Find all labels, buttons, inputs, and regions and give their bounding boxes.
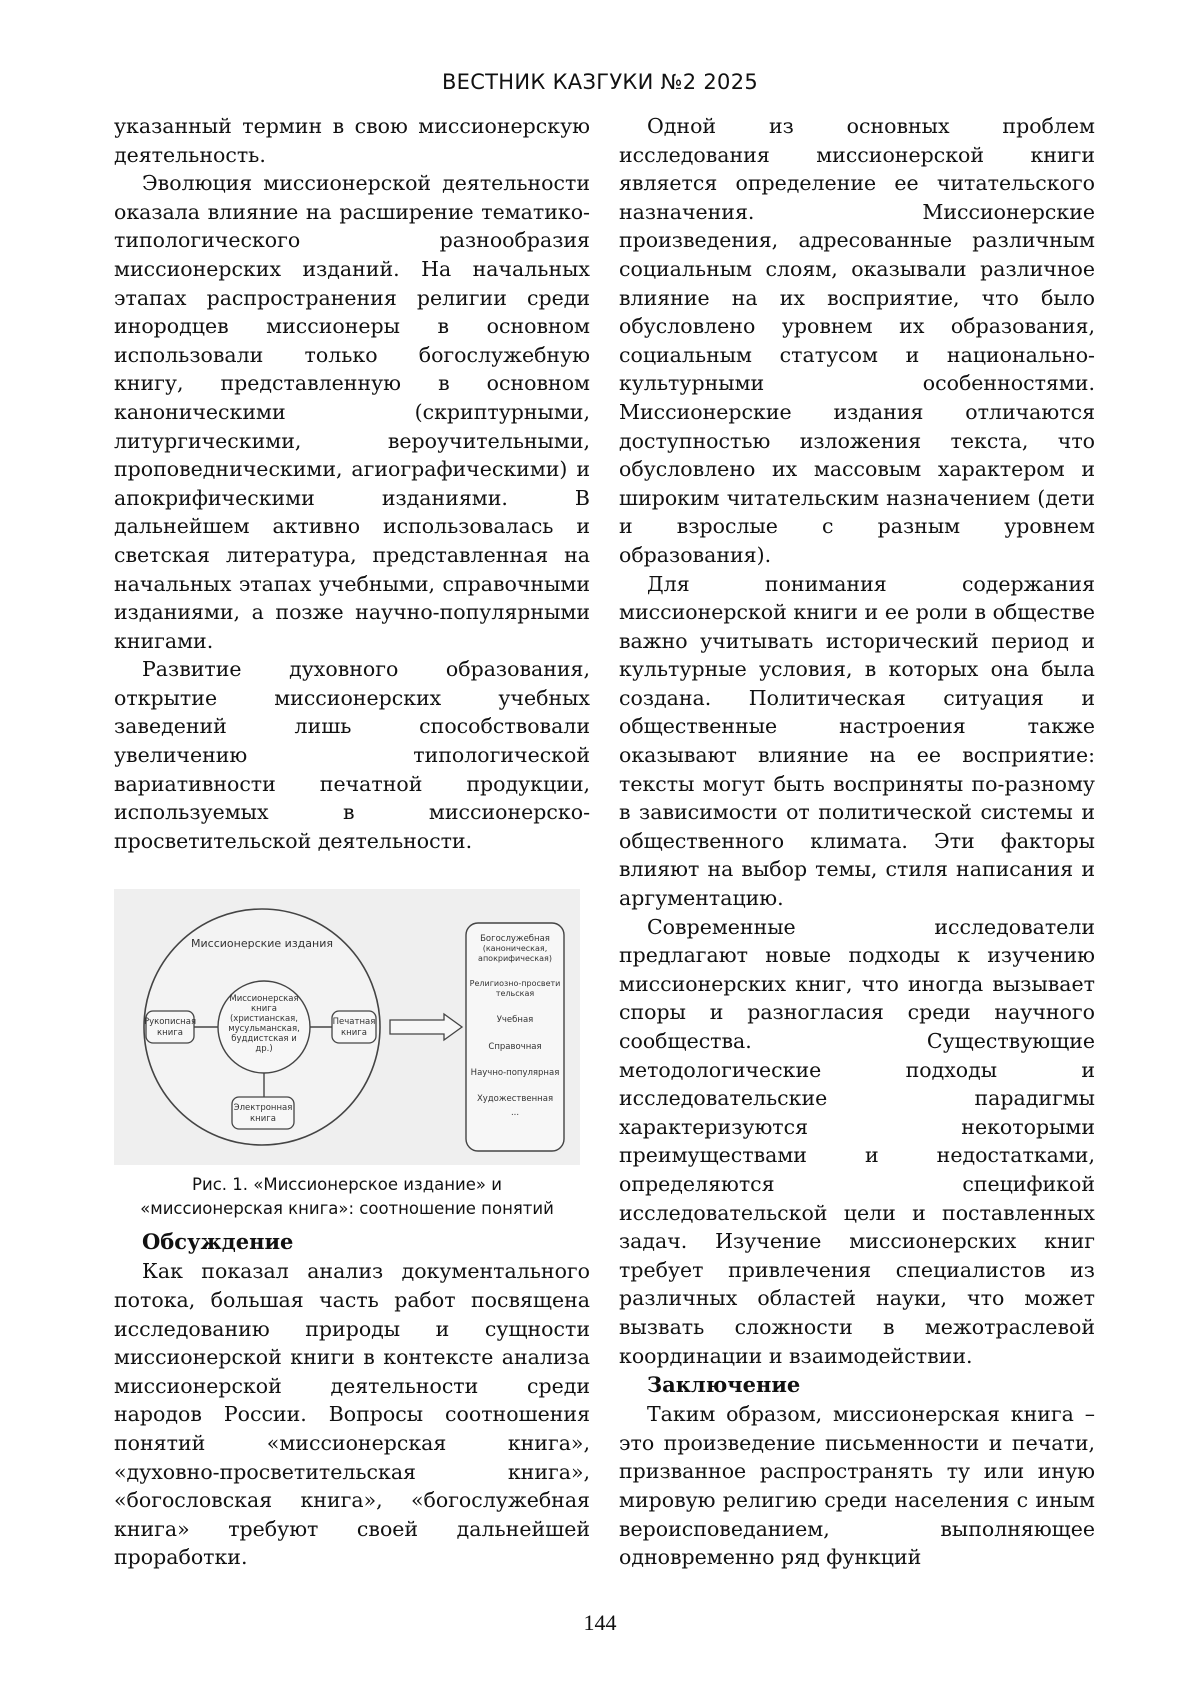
paragraph: Эволюция миссионерской деятельности оказала влияние на расширение тематико-типологического разнообразия миссионерских изданий. На начальных этапах распространения религии среди инородцев миссионеры в основном использовали только богослужебную книгу, представленную в основном каноническими (скриптурными, литургическими, вероучительными, проповедническими, агиографическими) и апокрифическими изданиями. В дальнейшем активно использовалась и светская литература, представленная на начальных этапах учебными, справочными изданиями, а позже научно-популярными книгами.: [114, 171, 590, 653]
figure-diagram: [114, 889, 580, 1165]
handwritten-book-label: книга: [157, 1028, 183, 1039]
paragraph: Как показал анализ документального потока, большая часть работ посвящена исследованию природы и сущности миссионерской книги в контексте анализа миссионерской деятельности среди народов России. Вопросы соотношения понятий «миссионерская книга», «духовно-просветительская книга», «богословская книга», «богослужебная книга» требуют своей дальнейшей проработки.: [114, 1259, 590, 1570]
types-list-item: Учебная: [496, 1015, 534, 1026]
printed-book-box: [332, 1011, 376, 1043]
diagram-svg: [114, 889, 580, 1165]
journal-header: ВЕСТНИК КАЗГУКИ №2 2025: [441, 70, 759, 94]
printed-book-label: Печатная: [332, 1017, 376, 1028]
caption-line: «миссионерская книга»: соотношение понятий: [140, 1199, 554, 1219]
figure-caption: [114, 1173, 580, 1221]
types-list-item: Художественная: [476, 1094, 554, 1105]
paragraph: Развитие духовного образования, открытие миссионерских учебных заведений лишь способствовали увеличению типологической вариативности печатной продукции, используемых в миссионерско-просветительской деятельности.: [114, 657, 590, 853]
paragraph: Современные исследователи предлагают новые подходы к изучению миссионерских книг, что иногда вызывает споры и разногласия среди научного сообщества. Существующие методологические подходы и исследовательские парадигмы характеризуются некоторыми преимуществами и недостатками, определяются спецификой исследовательской цели и поставленных задач. Изучение миссионерских книг требует привлечения специалистов из различных областей науки, что может вызвать сложности в межотраслевой координации и взаимодействии.: [619, 914, 1095, 1368]
types-list-item: Научно-популярная: [470, 1068, 560, 1079]
center-text: мусульманская,: [228, 1024, 300, 1035]
electronic-book-label: книга: [250, 1114, 276, 1125]
paragraph: Таким образом, миссионерская книга – это произведение письменности и печати, призванное распространять ту или иную мировую религию среди населения с иным вероисповеданием, выполняющее одновременно ряд функций: [619, 1402, 1095, 1570]
section-heading-conclusion: Заключение: [647, 1372, 801, 1398]
page-number: 144: [583, 1610, 617, 1635]
outer-label: Миссионерские издания: [191, 937, 333, 951]
caption-line: Рис. 1. «Миссионерское издание» и: [192, 1175, 502, 1195]
electronic-book-label: Электронная: [233, 1103, 293, 1114]
center-text: Миссионерская: [229, 994, 299, 1005]
types-list-item: апокрифическая): [478, 954, 552, 964]
center-text: (христианская,: [229, 1014, 299, 1025]
paragraph: указанный термин в свою миссионерскую деятельность.: [114, 114, 590, 167]
types-list-item: ...: [510, 1108, 520, 1119]
left-column: [114, 112, 590, 1572]
center-text: книга: [251, 1004, 277, 1015]
center-text: буддистская и: [231, 1034, 297, 1045]
types-list-item: тельская: [495, 989, 535, 999]
types-list-item: Справочная: [488, 1042, 542, 1053]
section-heading-discussion: Обсуждение: [142, 1229, 294, 1255]
types-list-item: Богослужебная: [480, 934, 550, 945]
types-list-item: Религиозно-просвети: [469, 979, 561, 989]
paragraph: Одной из основных проблем исследования миссионерской книги является определение ее читательского назначения. Миссионерские произведения, адресованные различным социальным слоям, оказывали различное влияние на их восприятие, что было обусловлено уровнем их образования, социальным статусом и национально-культурными особенностями. Миссионерские издания отличаются доступностью изложения текста, что обусловлено их массовым характером и широким читательским назначением (дети и взрослые с разным уровнем образования).: [619, 114, 1095, 567]
right-column: [619, 112, 1095, 1572]
center-text: др.): [255, 1044, 273, 1055]
handwritten-book-label: Рукописная: [143, 1017, 197, 1028]
handwritten-book-box: [143, 1011, 197, 1043]
types-list-item: (каноническая,: [482, 944, 548, 954]
paragraph: Для понимания содержания миссионерской книги и ее роли в обществе важно учитывать исторический период и культурные условия, в которых она была создана. Политическая ситуация и общественные настроения также оказывают влияние на ее восприятие: тексты могут быть восприняты по-разному в зависимости от политической системы и общественного климата. Эти факторы влияют на выбор темы, стиля написания и аргументацию.: [619, 571, 1095, 911]
electronic-book-box: [232, 1097, 294, 1129]
printed-book-label: книга: [341, 1028, 367, 1039]
